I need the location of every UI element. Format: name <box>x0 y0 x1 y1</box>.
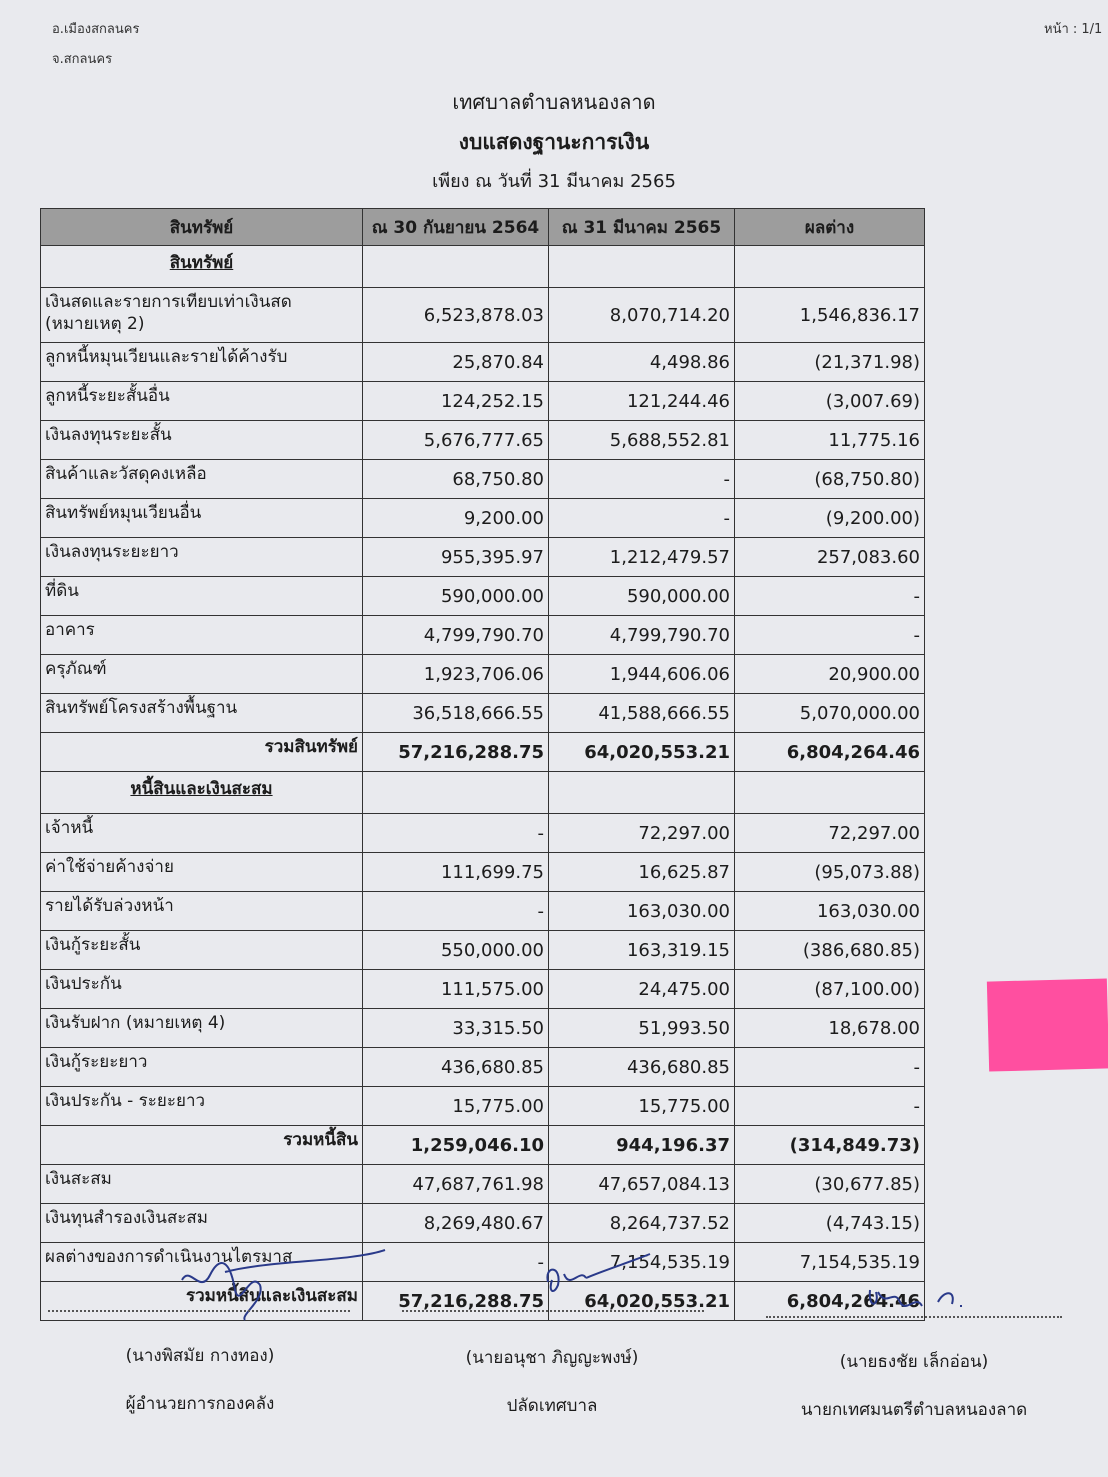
signatory-name-1: (นางพิสมัย กางทอง) <box>125 1346 275 1366</box>
signature-line-2 <box>402 1310 704 1312</box>
value-mar2565: 944,196.37 <box>549 1126 735 1165</box>
value-mar2565: 41,588,666.55 <box>549 694 735 733</box>
page-number: หน้า : 1/1 <box>1044 22 1103 37</box>
row-label: เจ้าหนี้ <box>41 814 363 853</box>
row-label: ครุภัณฑ์ <box>41 655 363 694</box>
value-diff: (4,743.15) <box>735 1204 925 1243</box>
value-sep2564: 550,000.00 <box>363 931 549 970</box>
asset-row <box>41 343 925 382</box>
asset-row <box>41 421 925 460</box>
value-sep2564: 111,575.00 <box>363 970 549 1009</box>
value-sep2564: - <box>363 1243 549 1282</box>
asset-row <box>41 694 925 733</box>
table-header-row <box>41 209 925 246</box>
pink-sticky-note <box>987 978 1108 1071</box>
row-label: เงินประกัน - ระยะยาว <box>41 1087 363 1126</box>
value-sep2564: - <box>363 892 549 931</box>
value-sep2564: 111,699.75 <box>363 853 549 892</box>
value-diff: (68,750.80) <box>735 460 925 499</box>
row-label: เงินสดและรายการเทียบเท่าเงินสด (หมายเหตุ 2) <box>41 288 363 343</box>
row-label: เงินกู้ระยะสั้น <box>41 931 363 970</box>
row-label: ค่าใช้จ่ายค้างจ่าย <box>41 853 363 892</box>
value-diff: 6,804,264.46 <box>735 733 925 772</box>
value-sep2564: 47,687,761.98 <box>363 1165 549 1204</box>
asset-row <box>41 382 925 421</box>
value-mar2565: 5,688,552.81 <box>549 421 735 460</box>
value-mar2565: 15,775.00 <box>549 1087 735 1126</box>
value-diff: 72,297.00 <box>735 814 925 853</box>
asset-row <box>41 499 925 538</box>
value-sep2564: 1,259,046.10 <box>363 1126 549 1165</box>
value-mar2565: 64,020,553.21 <box>549 1282 735 1321</box>
value-mar2565: 51,993.50 <box>549 1009 735 1048</box>
value-diff: (87,100.00) <box>735 970 925 1009</box>
row-label: อาคาร <box>41 616 363 655</box>
col-header-item: สินทรัพย์ <box>41 209 363 246</box>
asset-row <box>41 616 925 655</box>
liability-row <box>41 814 925 853</box>
province-label: จ.สกลนคร <box>52 52 113 67</box>
value-diff: 6,804,264.46 <box>735 1282 925 1321</box>
equity-row <box>41 1204 925 1243</box>
liabilities-total-row <box>41 1126 925 1165</box>
row-label: สินค้าและวัสดุคงเหลือ <box>41 460 363 499</box>
value-mar2565: 72,297.00 <box>549 814 735 853</box>
value-mar2565: 16,625.87 <box>549 853 735 892</box>
row-label: เงินสะสม <box>41 1165 363 1204</box>
value-sep2564: 436,680.85 <box>363 1048 549 1087</box>
asset-row <box>41 655 925 694</box>
row-label: สินทรัพย์หมุนเวียนอื่น <box>41 499 363 538</box>
value-mar2565: 47,657,084.13 <box>549 1165 735 1204</box>
col-header-diff: ผลต่าง <box>735 209 925 246</box>
table-body <box>41 246 925 1321</box>
row-label: เงินลงทุนระยะยาว <box>41 538 363 577</box>
assets-total-row <box>41 733 925 772</box>
value-sep2564: 15,775.00 <box>363 1087 549 1126</box>
signatory-name-3: (นายธงชัย เล็กอ่อน) <box>839 1352 989 1372</box>
row-label: รวมหนี้สินและเงินสะสม <box>41 1282 363 1321</box>
value-diff: 5,070,000.00 <box>735 694 925 733</box>
financial-position-table <box>40 208 925 1321</box>
value-sep2564: 1,923,706.06 <box>363 655 549 694</box>
liability-row <box>41 970 925 1009</box>
value-mar2565: 4,799,790.70 <box>549 616 735 655</box>
row-label: รายได้รับล่วงหน้า <box>41 892 363 931</box>
row-label: หนี้สินและเงินสะสม <box>41 772 363 814</box>
value-sep2564: 5,676,777.65 <box>363 421 549 460</box>
row-label: ลูกหนี้หมุนเวียนและรายได้ค้างรับ <box>41 343 363 382</box>
row-label: เงินทุนสำรองเงินสะสม <box>41 1204 363 1243</box>
row-label: เงินลงทุนระยะสั้น <box>41 421 363 460</box>
liability-row <box>41 853 925 892</box>
value-diff: (9,200.00) <box>735 499 925 538</box>
value-mar2565: 163,030.00 <box>549 892 735 931</box>
value-mar2565: 436,680.85 <box>549 1048 735 1087</box>
value-diff: (386,680.85) <box>735 931 925 970</box>
value-diff: 257,083.60 <box>735 538 925 577</box>
row-label: รวมหนี้สิน <box>41 1126 363 1165</box>
value-mar2565: - <box>549 460 735 499</box>
value-sep2564: 57,216,288.75 <box>363 733 549 772</box>
value-sep2564: 33,315.50 <box>363 1009 549 1048</box>
liability-row <box>41 1009 925 1048</box>
value-sep2564: 8,269,480.67 <box>363 1204 549 1243</box>
value-diff: - <box>735 1087 925 1126</box>
value-diff: 18,678.00 <box>735 1009 925 1048</box>
value-sep2564: 68,750.80 <box>363 460 549 499</box>
signature-line-1 <box>48 1310 350 1312</box>
value-diff: 163,030.00 <box>735 892 925 931</box>
value-diff: (314,849.73) <box>735 1126 925 1165</box>
asset-row <box>41 288 925 343</box>
value-diff: (3,007.69) <box>735 382 925 421</box>
liability-row <box>41 892 925 931</box>
row-label: สินทรัพย์โครงสร้างพื้นฐาน <box>41 694 363 733</box>
value-diff: 20,900.00 <box>735 655 925 694</box>
value-mar2565: 1,944,606.06 <box>549 655 735 694</box>
signatory-position-1: ผู้อำนวยการกองคลัง <box>125 1394 275 1414</box>
value-mar2565: 121,244.46 <box>549 382 735 421</box>
page-title: งบแสดงฐานะการเงิน <box>458 130 650 154</box>
col-header-sep2564: ณ 30 กันยายน 2564 <box>363 209 549 246</box>
value-mar2565: 8,070,714.20 <box>549 288 735 343</box>
value-mar2565: - <box>549 499 735 538</box>
asset-row <box>41 538 925 577</box>
row-label: เงินกู้ระยะยาว <box>41 1048 363 1087</box>
value-sep2564: 124,252.15 <box>363 382 549 421</box>
signature-1-scribble <box>170 1250 370 1330</box>
value-sep2564: 4,799,790.70 <box>363 616 549 655</box>
value-sep2564: - <box>363 814 549 853</box>
row-label: เงินประกัน <box>41 970 363 1009</box>
asset-row <box>41 460 925 499</box>
report-date: เพียง ณ วันที่ 31 มีนาคม 2565 <box>432 171 676 192</box>
district-label: อ.เมืองสกลนคร <box>52 22 140 37</box>
value-sep2564: 955,395.97 <box>363 538 549 577</box>
value-sep2564: 25,870.84 <box>363 343 549 382</box>
value-mar2565: 163,319.15 <box>549 931 735 970</box>
value-mar2565: 64,020,553.21 <box>549 733 735 772</box>
assets-heading: สินทรัพย์ <box>41 246 363 288</box>
value-mar2565: 590,000.00 <box>549 577 735 616</box>
value-sep2564: 590,000.00 <box>363 577 549 616</box>
value-diff: (30,677.85) <box>735 1165 925 1204</box>
value-diff: 11,775.16 <box>735 421 925 460</box>
row-label: ผลต่างของการดำเนินงานไตรมาส <box>41 1243 363 1282</box>
row-label: เงินรับฝาก (หมายเหตุ 4) <box>41 1009 363 1048</box>
value-sep2564: 36,518,666.55 <box>363 694 549 733</box>
value-diff: 7,154,535.19 <box>735 1243 925 1282</box>
section-heading-row <box>41 246 925 288</box>
value-diff: - <box>735 577 925 616</box>
value-diff: (95,073.88) <box>735 853 925 892</box>
row-label: รวมสินทรัพย์ <box>41 733 363 772</box>
value-diff: 1,546,836.17 <box>735 288 925 343</box>
liability-row <box>41 1087 925 1126</box>
signature-3-scribble <box>866 1284 976 1314</box>
signature-2-scribble <box>540 1260 650 1300</box>
value-mar2565: 8,264,737.52 <box>549 1204 735 1243</box>
value-sep2564: 9,200.00 <box>363 499 549 538</box>
signatory-position-3: นายกเทศมนตรีตำบลหนองลาด <box>800 1400 1028 1420</box>
row-label: ที่ดิน <box>41 577 363 616</box>
liability-row <box>41 1048 925 1087</box>
row-label: ลูกหนี้ระยะสั้นอื่น <box>41 382 363 421</box>
signature-line-3 <box>766 1316 1062 1318</box>
value-mar2565: 24,475.00 <box>549 970 735 1009</box>
value-mar2565: 7,154,535.19 <box>549 1243 735 1282</box>
value-diff: - <box>735 616 925 655</box>
liability-row <box>41 931 925 970</box>
value-sep2564: 6,523,878.03 <box>363 288 549 343</box>
equity-row <box>41 1165 925 1204</box>
section-heading-row <box>41 772 925 814</box>
signatory-position-2: ปลัดเทศบาล <box>506 1396 598 1416</box>
value-mar2565: 1,212,479.57 <box>549 538 735 577</box>
value-mar2565: 4,498.86 <box>549 343 735 382</box>
signatory-name-2: (นายอนุชา ภิญญะพงษ์) <box>465 1348 639 1368</box>
value-diff: (21,371.98) <box>735 343 925 382</box>
organization-name: เทศบาลตำบลหนองลาด <box>452 90 656 114</box>
asset-row <box>41 577 925 616</box>
value-diff: - <box>735 1048 925 1087</box>
col-header-mar2565: ณ 31 มีนาคม 2565 <box>549 209 735 246</box>
value-sep2564: 57,216,288.75 <box>363 1282 549 1321</box>
